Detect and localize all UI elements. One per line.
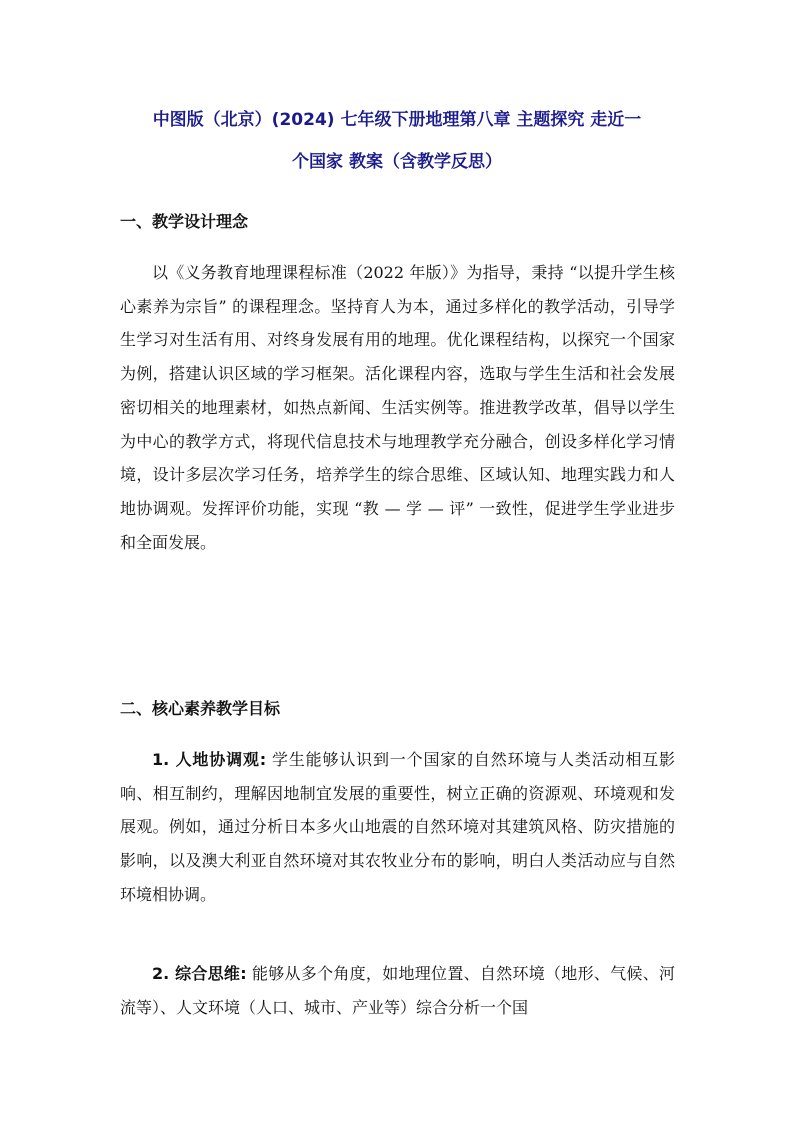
paragraph-lead: 2. 综合思维:	[152, 964, 247, 983]
paragraph-text: 能够从多个角度，如地理位置、自然环境（地形、气候、河流等）、人文环境（人口、城市、产业等）综合分析一个国	[120, 964, 675, 1017]
paragraph-text: 学生能够认识到一个国家的自然环境与人类活动相互影响、相互制约，理解因地制宜发展的重要性，树立正确的资源观、环境观和发展观。例如，通过分析日本多火山地震的自然环境对其建筑风格、防灾措施的影响，以及澳大利亚自然环境对其农牧业分布的影响，明白人类活动应与自然环境相协调。	[120, 750, 675, 904]
paragraph-goal-2	[120, 957, 675, 1024]
paragraph-text: 以《义务教育地理课程标准（2022 年版）》为指导，秉持 “以提升学生核心素养为宗旨” 的课程理念。坚持育人为本，通过多样化的教学活动，引导学生学习对生活有用、对终身发展有用的地理。优化课程结构，以探究一个国家为例，搭建认识区域的学习框架。活化课程内容，选取与学生生活和社会发展密切相关的地理素材，如热点新闻、生活实例等。推进教学改革，倡导以学生为中心的教学方式，将现代信息技术与地理教学充分融合，创设多样化学习情境，设计多层次学习任务，培养学生的综合思维、区域认知、地理实践力和人地协调观。发挥评价功能，实现 “教 — 学 — 评” 一致性，促进学生学业进步和全面发展。	[120, 263, 675, 552]
document-title-line-1: 中图版（北京）(2024) 七年级下册地理第八章 主题探究 走近一	[152, 110, 642, 130]
paragraph-lead: 1. 人地协调观:	[152, 750, 267, 769]
paragraph-design-concept	[120, 256, 675, 559]
section-heading-design-concept: 一、教学设计理念	[120, 212, 249, 231]
section-heading-teaching-goals: 二、核心素养教学目标	[120, 699, 281, 718]
document-title-line-2: 个国家 教案（含教学反思）	[292, 152, 502, 172]
paragraph-goal-1	[120, 743, 675, 912]
